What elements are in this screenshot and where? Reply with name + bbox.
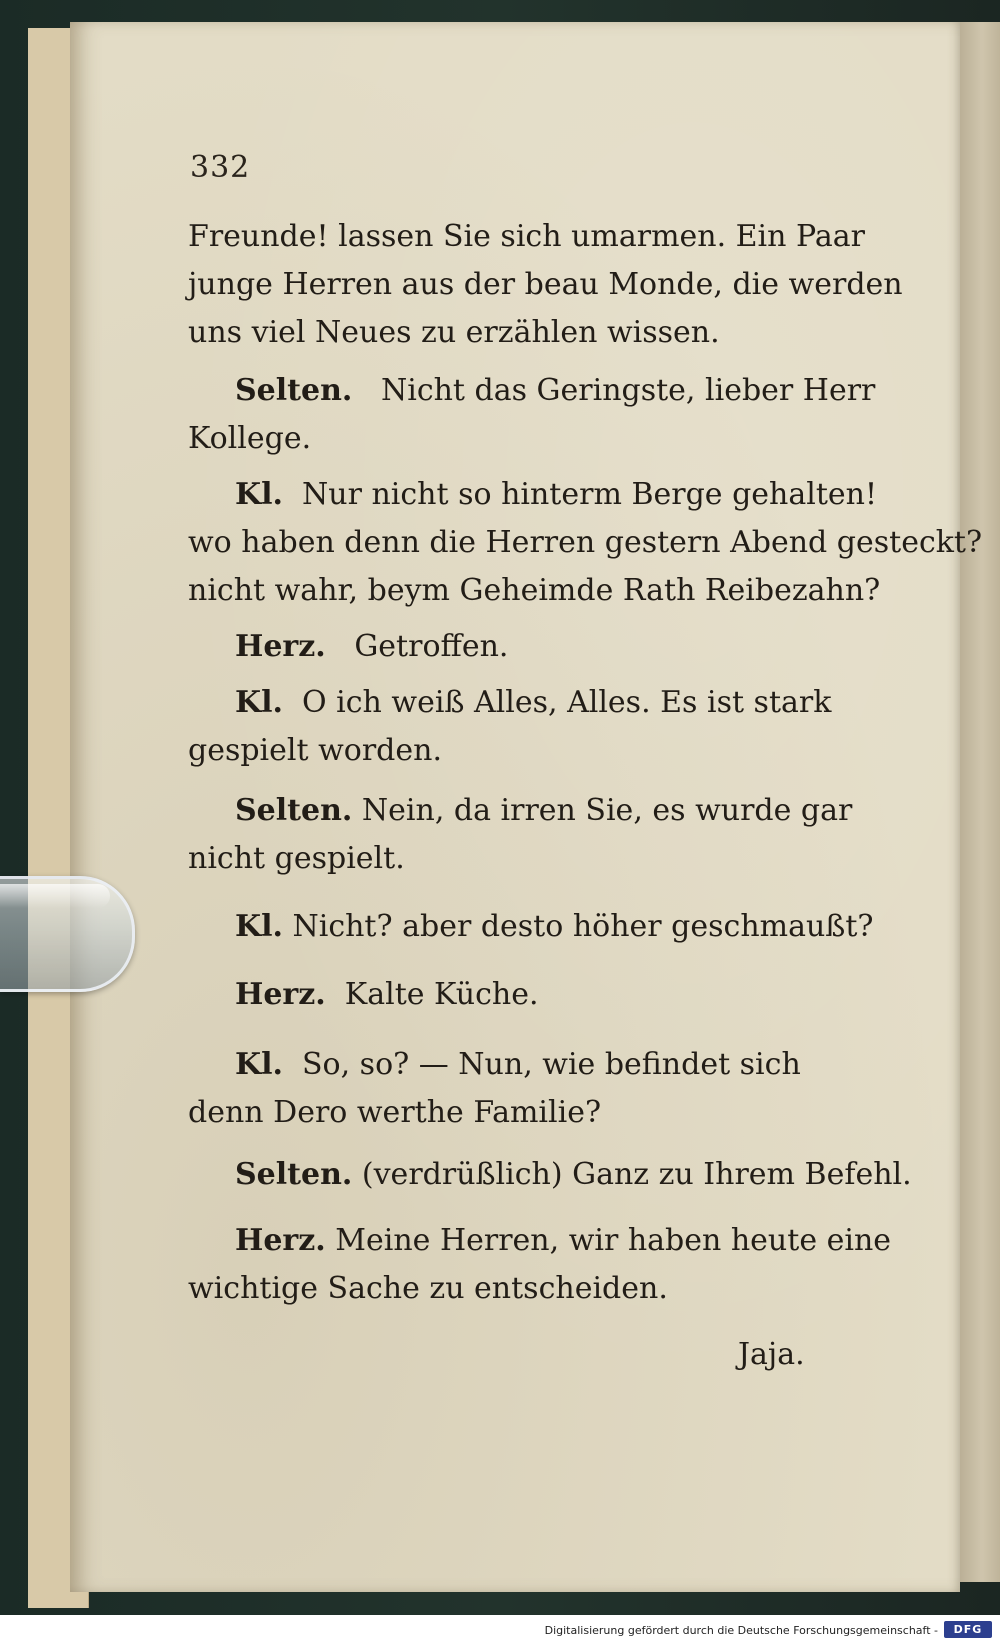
line-text: junge Herren aus der beau Monde, die werden xyxy=(188,267,903,302)
speaker-name: Selten. xyxy=(235,793,353,828)
line-text: wo haben denn die Herren gestern Abend gesteckt? xyxy=(188,525,983,560)
speaker-name: Herz. xyxy=(235,1223,326,1258)
text-line xyxy=(235,1157,912,1192)
line-text: Nicht das Geringste, lieber Herr xyxy=(380,373,876,408)
text-line xyxy=(235,373,876,408)
line-text: Getroffen. xyxy=(354,629,509,664)
speaker-name: Herz. xyxy=(235,629,326,664)
text-line xyxy=(235,977,539,1012)
text-line xyxy=(188,315,720,350)
text-line xyxy=(235,1223,892,1258)
speaker-name: Kl. xyxy=(235,1047,283,1082)
line-text: nicht gespielt. xyxy=(188,841,405,876)
line-text: Nicht? aber desto höher geschmaußt? xyxy=(292,909,874,944)
text-line xyxy=(235,1047,801,1082)
line-text: So, so? — Nun, wie befindet sich xyxy=(302,1047,801,1082)
text-line xyxy=(235,793,853,828)
text-line xyxy=(188,421,312,456)
line-text: (verdrüßlich) Ganz zu Ihrem Befehl. xyxy=(361,1157,912,1192)
speaker-name: Selten. xyxy=(235,373,353,408)
text-line xyxy=(235,685,832,720)
page-number: 332 xyxy=(190,150,251,185)
dfg-logo: DFG xyxy=(944,1621,992,1638)
text-line xyxy=(188,525,983,560)
line-text: Kalte Küche. xyxy=(344,977,539,1012)
speaker-name: Kl. xyxy=(235,477,283,512)
line-text: O ich weiß Alles, Alles. Es ist stark xyxy=(302,685,832,720)
line-text: gespielt worden. xyxy=(188,733,442,768)
line-text: wichtige Sache zu entscheiden. xyxy=(188,1271,668,1306)
text-line xyxy=(235,629,509,664)
text-line xyxy=(235,477,878,512)
text-line xyxy=(188,1095,602,1130)
text-line xyxy=(188,733,442,768)
line-text: uns viel Neues zu erzählen wissen. xyxy=(188,315,720,350)
speaker-name: Selten. xyxy=(235,1157,353,1192)
line-text: Jaja. xyxy=(738,1337,805,1372)
speaker-name: Kl. xyxy=(235,909,283,944)
line-text: denn Dero werthe Familie? xyxy=(188,1095,602,1130)
line-text: Freunde! lassen Sie sich umarmen. Ein Paar xyxy=(188,219,865,254)
line-text: Kollege. xyxy=(188,421,312,456)
line-text: Nur nicht so hinterm Berge gehalten! xyxy=(302,477,878,512)
line-text: Nein, da irren Sie, es wurde gar xyxy=(361,793,853,828)
text-line xyxy=(235,909,874,944)
text-line xyxy=(188,267,903,302)
speaker-name: Herz. xyxy=(235,977,326,1012)
text-line xyxy=(188,1271,668,1306)
text-line xyxy=(738,1337,805,1372)
text-line xyxy=(188,841,405,876)
page-stack-right xyxy=(955,22,1000,1582)
text-line xyxy=(188,573,881,608)
text-line xyxy=(188,219,865,254)
line-text: nicht wahr, beym Geheimde Rath Reibezahn? xyxy=(188,573,881,608)
speaker-name: Kl. xyxy=(235,685,283,720)
page-clip-highlight xyxy=(0,884,110,908)
footer-credit: Digitalisierung gefördert durch die Deutsche Forschungsgemeinschaft - xyxy=(544,1624,938,1637)
line-text: Meine Herren, wir haben heute eine xyxy=(335,1223,892,1258)
